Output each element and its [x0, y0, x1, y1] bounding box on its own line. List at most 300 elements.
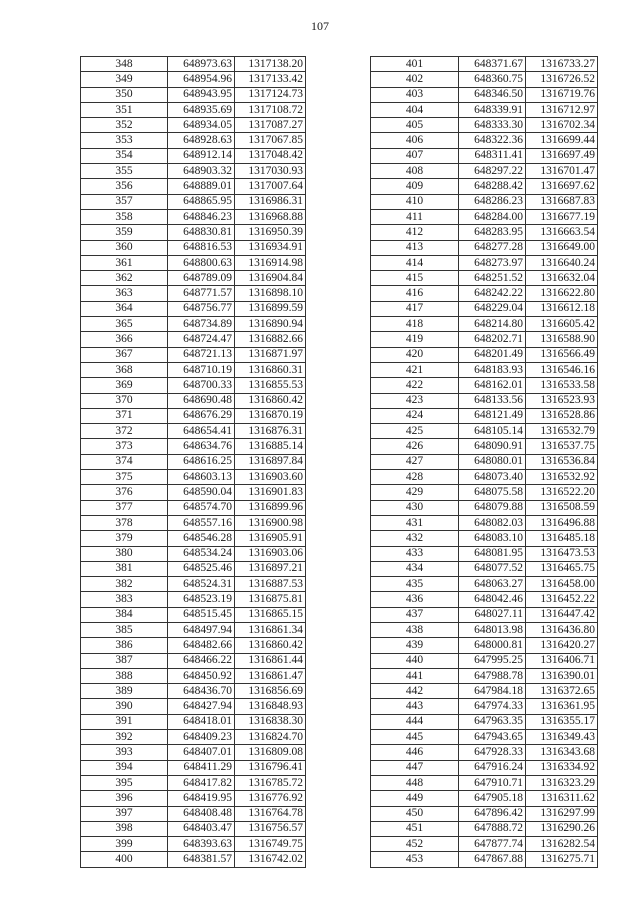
point-number: 359: [81, 225, 168, 240]
y-coordinate: 1316622.80: [526, 286, 598, 301]
x-coordinate: 648027.11: [459, 607, 526, 622]
table-row: [81, 791, 306, 806]
table-row: [371, 148, 598, 163]
point-number: 434: [371, 561, 459, 576]
table-row: [371, 730, 598, 745]
point-number: 397: [81, 806, 168, 821]
point-number: 375: [81, 470, 168, 485]
x-coordinate: 648409.23: [168, 730, 235, 745]
x-coordinate: 648515.45: [168, 607, 235, 622]
table-row: [81, 225, 306, 240]
point-number: 365: [81, 317, 168, 332]
x-coordinate: 648229.04: [459, 301, 526, 316]
x-coordinate: 648333.30: [459, 118, 526, 133]
table-row: [81, 72, 306, 87]
point-number: 368: [81, 362, 168, 377]
y-coordinate: 1316390.01: [526, 668, 598, 683]
point-number: 404: [371, 102, 459, 117]
x-coordinate: 648201.49: [459, 347, 526, 362]
table-row: [371, 806, 598, 821]
table-row: [81, 546, 306, 561]
table-row: [81, 622, 306, 637]
table-row: [371, 408, 598, 423]
y-coordinate: 1316496.88: [526, 515, 598, 530]
x-coordinate: 648183.93: [459, 362, 526, 377]
y-coordinate: 1316334.92: [526, 760, 598, 775]
table-row: [371, 821, 598, 836]
y-coordinate: 1316290.26: [526, 821, 598, 836]
point-number: 417: [371, 301, 459, 316]
point-number: 391: [81, 714, 168, 729]
table-row: [371, 668, 598, 683]
x-coordinate: 648634.76: [168, 439, 235, 454]
x-coordinate: 647877.74: [459, 837, 526, 852]
y-coordinate: 1316372.65: [526, 684, 598, 699]
table-row: [371, 240, 598, 255]
table-row: [81, 821, 306, 836]
point-number: 426: [371, 439, 459, 454]
point-number: 446: [371, 745, 459, 760]
point-number: 371: [81, 408, 168, 423]
table-row: [371, 607, 598, 622]
y-coordinate: 1316885.14: [235, 439, 306, 454]
x-coordinate: 648075.58: [459, 485, 526, 500]
point-number: 432: [371, 531, 459, 546]
point-number: 414: [371, 255, 459, 270]
point-number: 378: [81, 515, 168, 530]
x-coordinate: 647928.33: [459, 745, 526, 760]
x-coordinate: 647896.42: [459, 806, 526, 821]
y-coordinate: 1317067.85: [235, 133, 306, 148]
x-coordinate: 648427.94: [168, 699, 235, 714]
table-row: [81, 653, 306, 668]
x-coordinate: 648403.47: [168, 821, 235, 836]
x-coordinate: 648283.95: [459, 225, 526, 240]
table-row: [81, 500, 306, 515]
table-row: [81, 714, 306, 729]
table-row: [371, 837, 598, 852]
point-number: 380: [81, 546, 168, 561]
y-coordinate: 1316871.97: [235, 347, 306, 362]
y-coordinate: 1316838.30: [235, 714, 306, 729]
x-coordinate: 648242.22: [459, 286, 526, 301]
x-coordinate: 648284.00: [459, 209, 526, 224]
table-row: [81, 454, 306, 469]
x-coordinate: 648063.27: [459, 577, 526, 592]
point-number: 353: [81, 133, 168, 148]
point-number: 348: [81, 57, 168, 72]
table-row: [371, 561, 598, 576]
x-coordinate: 648000.81: [459, 638, 526, 653]
y-coordinate: 1316532.79: [526, 424, 598, 439]
y-coordinate: 1316355.17: [526, 714, 598, 729]
y-coordinate: 1316903.60: [235, 470, 306, 485]
page-number: 107: [311, 19, 329, 33]
y-coordinate: 1316887.53: [235, 577, 306, 592]
table-row: [371, 133, 598, 148]
table-row: [81, 668, 306, 683]
y-coordinate: 1316420.27: [526, 638, 598, 653]
y-coordinate: 1316899.96: [235, 500, 306, 515]
x-coordinate: 648371.67: [459, 57, 526, 72]
y-coordinate: 1316860.42: [235, 393, 306, 408]
x-coordinate: 648928.63: [168, 133, 235, 148]
x-coordinate: 647905.18: [459, 791, 526, 806]
x-coordinate: 648690.48: [168, 393, 235, 408]
x-coordinate: 648523.19: [168, 592, 235, 607]
y-coordinate: 1316861.44: [235, 653, 306, 668]
table-row: [371, 699, 598, 714]
x-coordinate: 647867.88: [459, 852, 526, 867]
point-number: 413: [371, 240, 459, 255]
y-coordinate: 1316522.20: [526, 485, 598, 500]
y-coordinate: 1316612.18: [526, 301, 598, 316]
table-row: [371, 515, 598, 530]
table-row: [81, 424, 306, 439]
x-coordinate: 648013.98: [459, 622, 526, 637]
y-coordinate: 1316297.99: [526, 806, 598, 821]
y-coordinate: 1316876.31: [235, 424, 306, 439]
table-row: [371, 592, 598, 607]
point-number: 398: [81, 821, 168, 836]
point-number: 390: [81, 699, 168, 714]
point-number: 408: [371, 164, 459, 179]
y-coordinate: 1316733.27: [526, 57, 598, 72]
table-row: [81, 837, 306, 852]
y-coordinate: 1316458.00: [526, 577, 598, 592]
point-number: 420: [371, 347, 459, 362]
x-coordinate: 648557.16: [168, 515, 235, 530]
y-coordinate: 1316726.52: [526, 72, 598, 87]
table-row: [81, 347, 306, 362]
point-number: 386: [81, 638, 168, 653]
table-row: [81, 775, 306, 790]
table-row: [81, 102, 306, 117]
point-number: 447: [371, 760, 459, 775]
y-coordinate: 1316861.34: [235, 622, 306, 637]
y-coordinate: 1316898.10: [235, 286, 306, 301]
x-coordinate: 647916.24: [459, 760, 526, 775]
point-number: 410: [371, 194, 459, 209]
y-coordinate: 1316632.04: [526, 271, 598, 286]
y-coordinate: 1316323.29: [526, 775, 598, 790]
x-coordinate: 648771.57: [168, 286, 235, 301]
y-coordinate: 1316282.54: [526, 837, 598, 852]
table-row: [371, 209, 598, 224]
y-coordinate: 1316875.81: [235, 592, 306, 607]
x-coordinate: 648590.04: [168, 485, 235, 500]
x-coordinate: 648105.14: [459, 424, 526, 439]
y-coordinate: 1317030.93: [235, 164, 306, 179]
point-number: 392: [81, 730, 168, 745]
point-number: 360: [81, 240, 168, 255]
point-number: 355: [81, 164, 168, 179]
x-coordinate: 648466.22: [168, 653, 235, 668]
table-row: [371, 745, 598, 760]
x-coordinate: 648418.01: [168, 714, 235, 729]
point-number: 436: [371, 592, 459, 607]
x-coordinate: 648408.48: [168, 806, 235, 821]
point-number: 372: [81, 424, 168, 439]
table-row: [81, 531, 306, 546]
table-row: [371, 638, 598, 653]
x-coordinate: 648889.01: [168, 179, 235, 194]
point-number: 425: [371, 424, 459, 439]
y-coordinate: 1316649.00: [526, 240, 598, 255]
table-row: [371, 439, 598, 454]
y-coordinate: 1316785.72: [235, 775, 306, 790]
x-coordinate: 648073.40: [459, 470, 526, 485]
y-coordinate: 1316865.15: [235, 607, 306, 622]
y-coordinate: 1316897.84: [235, 454, 306, 469]
x-coordinate: 648133.56: [459, 393, 526, 408]
table-row: [81, 561, 306, 576]
point-number: 445: [371, 730, 459, 745]
point-number: 385: [81, 622, 168, 637]
point-number: 421: [371, 362, 459, 377]
point-number: 369: [81, 378, 168, 393]
x-coordinate: 648574.70: [168, 500, 235, 515]
x-coordinate: 647910.71: [459, 775, 526, 790]
y-coordinate: 1317087.27: [235, 118, 306, 133]
x-coordinate: 647888.72: [459, 821, 526, 836]
x-coordinate: 648700.33: [168, 378, 235, 393]
point-number: 361: [81, 255, 168, 270]
table-row: [371, 164, 598, 179]
point-number: 351: [81, 102, 168, 117]
y-coordinate: 1316712.97: [526, 102, 598, 117]
x-coordinate: 648973.63: [168, 57, 235, 72]
table-row: [371, 500, 598, 515]
point-number: 409: [371, 179, 459, 194]
table-row: [371, 454, 598, 469]
point-number: 373: [81, 439, 168, 454]
y-coordinate: 1316465.75: [526, 561, 598, 576]
point-number: 399: [81, 837, 168, 852]
y-coordinate: 1316903.06: [235, 546, 306, 561]
x-coordinate: 648846.23: [168, 209, 235, 224]
point-number: 403: [371, 87, 459, 102]
table-row: [81, 133, 306, 148]
x-coordinate: 648865.95: [168, 194, 235, 209]
point-number: 437: [371, 607, 459, 622]
y-coordinate: 1316702.34: [526, 118, 598, 133]
point-number: 450: [371, 806, 459, 821]
point-number: 356: [81, 179, 168, 194]
x-coordinate: 647995.25: [459, 653, 526, 668]
point-number: 439: [371, 638, 459, 653]
y-coordinate: 1316890.94: [235, 317, 306, 332]
y-coordinate: 1316968.88: [235, 209, 306, 224]
y-coordinate: 1317048.42: [235, 148, 306, 163]
point-number: 449: [371, 791, 459, 806]
point-number: 350: [81, 87, 168, 102]
x-coordinate: 648830.81: [168, 225, 235, 240]
table-row: [81, 271, 306, 286]
y-coordinate: 1316508.59: [526, 500, 598, 515]
table-row: [371, 179, 598, 194]
x-coordinate: 648082.03: [459, 515, 526, 530]
table-row: [81, 760, 306, 775]
point-number: 381: [81, 561, 168, 576]
x-coordinate: 647984.18: [459, 684, 526, 699]
point-number: 382: [81, 577, 168, 592]
point-number: 389: [81, 684, 168, 699]
table-row: [81, 286, 306, 301]
table-row: [371, 271, 598, 286]
point-number: 427: [371, 454, 459, 469]
x-coordinate: 647988.78: [459, 668, 526, 683]
x-coordinate: 648616.25: [168, 454, 235, 469]
point-number: 383: [81, 592, 168, 607]
table-row: [81, 255, 306, 270]
x-coordinate: 648381.57: [168, 852, 235, 867]
point-number: 416: [371, 286, 459, 301]
y-coordinate: 1316861.47: [235, 668, 306, 683]
point-number: 394: [81, 760, 168, 775]
y-coordinate: 1316749.75: [235, 837, 306, 852]
y-coordinate: 1316473.53: [526, 546, 598, 561]
x-coordinate: 648450.92: [168, 668, 235, 683]
point-number: 357: [81, 194, 168, 209]
point-number: 352: [81, 118, 168, 133]
point-number: 358: [81, 209, 168, 224]
y-coordinate: 1316566.49: [526, 347, 598, 362]
table-row: [81, 332, 306, 347]
x-coordinate: 648277.28: [459, 240, 526, 255]
y-coordinate: 1316860.42: [235, 638, 306, 653]
y-coordinate: 1316343.68: [526, 745, 598, 760]
y-coordinate: 1316697.49: [526, 148, 598, 163]
x-coordinate: 648903.32: [168, 164, 235, 179]
y-coordinate: 1317138.20: [235, 57, 306, 72]
table-row: [81, 515, 306, 530]
y-coordinate: 1316533.58: [526, 378, 598, 393]
x-coordinate: 648339.91: [459, 102, 526, 117]
x-coordinate: 648311.41: [459, 148, 526, 163]
table-row: [371, 118, 598, 133]
table-row: [81, 806, 306, 821]
point-number: 419: [371, 332, 459, 347]
x-coordinate: 648079.88: [459, 500, 526, 515]
x-coordinate: 648121.49: [459, 408, 526, 423]
x-coordinate: 648273.97: [459, 255, 526, 270]
point-number: 376: [81, 485, 168, 500]
table-row: [371, 852, 598, 867]
table-row: [371, 653, 598, 668]
table-row: [81, 577, 306, 592]
y-coordinate: 1316663.54: [526, 225, 598, 240]
point-number: 451: [371, 821, 459, 836]
x-coordinate: 648083.10: [459, 531, 526, 546]
y-coordinate: 1316914.98: [235, 255, 306, 270]
x-coordinate: 648954.96: [168, 72, 235, 87]
point-number: 442: [371, 684, 459, 699]
table-row: [371, 775, 598, 790]
x-coordinate: 648288.42: [459, 179, 526, 194]
y-coordinate: 1316809.08: [235, 745, 306, 760]
table-row: [371, 57, 598, 72]
point-number: 405: [371, 118, 459, 133]
x-coordinate: 648202.71: [459, 332, 526, 347]
table-row: [81, 439, 306, 454]
y-coordinate: 1316528.86: [526, 408, 598, 423]
table-row: [81, 194, 306, 209]
table-row: [81, 852, 306, 867]
point-number: 367: [81, 347, 168, 362]
x-coordinate: 648654.41: [168, 424, 235, 439]
point-number: 407: [371, 148, 459, 163]
x-coordinate: 648080.01: [459, 454, 526, 469]
point-number: 411: [371, 209, 459, 224]
point-number: 396: [81, 791, 168, 806]
point-number: 384: [81, 607, 168, 622]
point-number: 444: [371, 714, 459, 729]
x-coordinate: 648935.69: [168, 102, 235, 117]
x-coordinate: 648497.94: [168, 622, 235, 637]
table-row: [371, 255, 598, 270]
x-coordinate: 648525.46: [168, 561, 235, 576]
y-coordinate: 1316796.41: [235, 760, 306, 775]
table-row: [371, 87, 598, 102]
y-coordinate: 1316447.42: [526, 607, 598, 622]
y-coordinate: 1316900.98: [235, 515, 306, 530]
point-number: 452: [371, 837, 459, 852]
y-coordinate: 1316934.91: [235, 240, 306, 255]
point-number: 402: [371, 72, 459, 87]
y-coordinate: 1316870.19: [235, 408, 306, 423]
table-row: [81, 118, 306, 133]
table-row: [371, 424, 598, 439]
x-coordinate: 648346.50: [459, 87, 526, 102]
table-row: [371, 362, 598, 377]
x-coordinate: 648721.13: [168, 347, 235, 362]
x-coordinate: 648710.19: [168, 362, 235, 377]
table-row: [81, 240, 306, 255]
y-coordinate: 1316452.22: [526, 592, 598, 607]
y-coordinate: 1316824.70: [235, 730, 306, 745]
table-row: [371, 102, 598, 117]
table-row: [81, 179, 306, 194]
x-coordinate: 647974.33: [459, 699, 526, 714]
y-coordinate: 1316349.43: [526, 730, 598, 745]
y-coordinate: 1316537.75: [526, 439, 598, 454]
y-coordinate: 1316856.69: [235, 684, 306, 699]
y-coordinate: 1316848.93: [235, 699, 306, 714]
table-row: [371, 546, 598, 561]
table-row: [81, 164, 306, 179]
table-row: [81, 485, 306, 500]
x-coordinate: 648943.95: [168, 87, 235, 102]
table-row: [371, 577, 598, 592]
point-number: 395: [81, 775, 168, 790]
point-number: 423: [371, 393, 459, 408]
point-number: 453: [371, 852, 459, 867]
point-number: 429: [371, 485, 459, 500]
y-coordinate: 1316532.92: [526, 470, 598, 485]
x-coordinate: 648286.23: [459, 194, 526, 209]
point-number: 406: [371, 133, 459, 148]
y-coordinate: 1316546.16: [526, 362, 598, 377]
y-coordinate: 1316860.31: [235, 362, 306, 377]
table-row: [81, 362, 306, 377]
y-coordinate: 1316756.57: [235, 821, 306, 836]
table-row: [81, 592, 306, 607]
y-coordinate: 1316588.90: [526, 332, 598, 347]
y-coordinate: 1316640.24: [526, 255, 598, 270]
x-coordinate: 648081.95: [459, 546, 526, 561]
table-row: [371, 317, 598, 332]
